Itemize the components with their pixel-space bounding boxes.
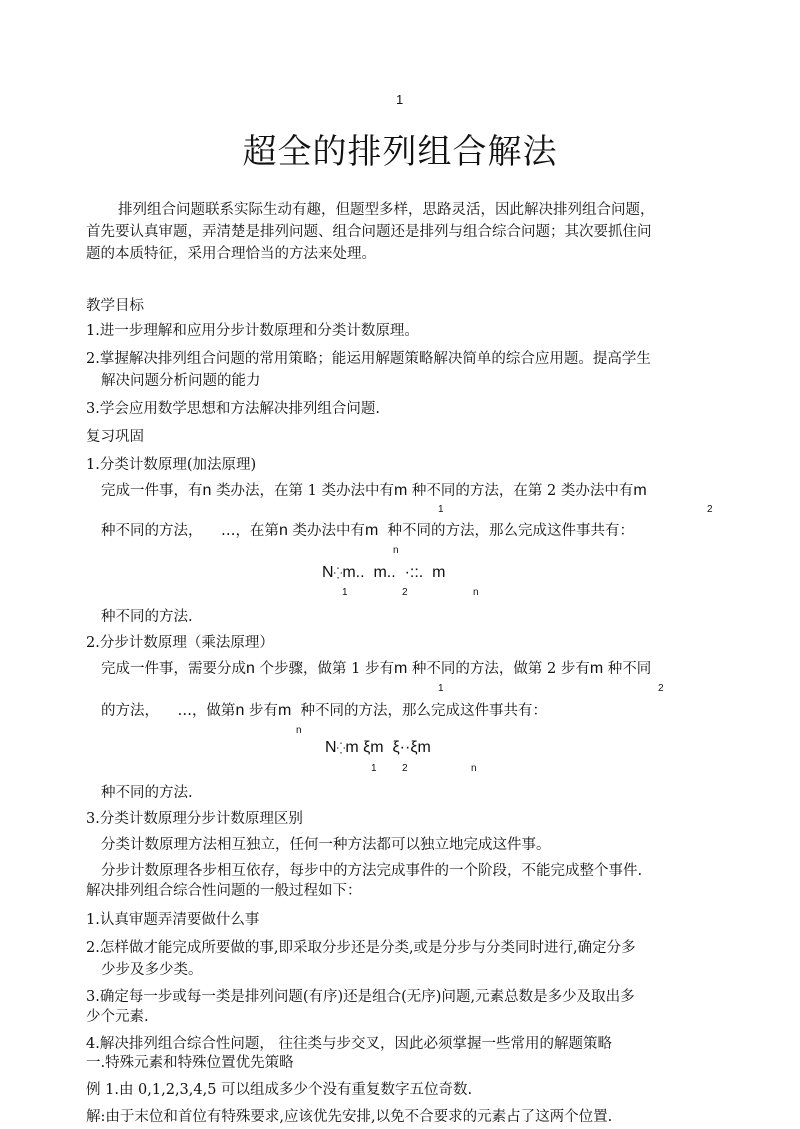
- intro-line-2: 首先要认真审题，弄清楚是排列问题、组合问题还是排列与组合综合问题；其次要抓住问: [86, 224, 652, 240]
- mul-principle-title: 2.分步计数原理（乘法原理）: [86, 635, 274, 651]
- add-principle-title: 1.分类计数原理(加法原理): [86, 457, 257, 473]
- mul-subscript-1: 1: [438, 683, 444, 694]
- difference-p1: 分类计数原理方法相互独立，任何一种方法都可以独立地完成这件事。: [101, 837, 551, 853]
- document-title: 超全的排列组合解法: [242, 132, 558, 172]
- difference-title: 3.分类计数原理分步计数原理区别: [86, 811, 303, 827]
- subscript-n: n: [393, 545, 399, 556]
- strategy-title: 一.特殊元素和特殊位置优先策略: [86, 1055, 294, 1071]
- page-number: 1: [396, 92, 404, 107]
- process-item-3: 3.确定每一步或每一类是排列问题(有序)还是组合(无序)问题,元素总数是多少及取出多: [86, 989, 635, 1005]
- goal-item-2: 2.掌握解决排列组合问题的常用策略；能运用解题策略解决简单的综合应用题。提高学生: [86, 351, 651, 367]
- mul-principle-line-2: 的方法， …，做第n 步有m 种不同的方法，那么完成这件事共有：: [101, 702, 547, 719]
- goal-item-3: 3.学会应用数学思想和方法解决排列组合问题.: [86, 401, 380, 417]
- formula-subscript-2: 2: [402, 587, 408, 598]
- example-1: 例 1.由 0,1,2,3,4,5 可以组成多少个没有重复数字五位奇数.: [86, 1082, 473, 1098]
- process-item-2: 2.怎样做才能完成所要做的事,即采取分步还是分类,或是分步与分类同时进行,确定分多: [86, 940, 636, 956]
- goal-item-2-cont: 解决问题分析问题的能力: [101, 373, 261, 389]
- add-principle-line-2: 种不同的方法， …，在第n 类办法中有m 种不同的方法，那么完成这件事共有：: [101, 522, 634, 539]
- add-principle-tail: 种不同的方法.: [101, 609, 193, 625]
- mul-principle-line-1: 完成一件事，需要分成n 个步骤，做第 1 步有m 种不同的方法，做第 2 步有m 种不同: [101, 660, 652, 677]
- subscript-1: 1: [438, 504, 444, 515]
- difference-p2: 分步计数原理各步相互依存，每步中的方法完成事件的一个阶段，不能完成整个事件.: [101, 863, 643, 879]
- process-heading: 解决排列组合综合性问题的一般过程如下：: [86, 883, 362, 899]
- goals-heading: 教学目标: [86, 298, 144, 314]
- process-item-1: 1.认真审题弄清要做什么事: [86, 912, 260, 928]
- formula-subscript-n: n: [473, 587, 479, 598]
- mformula-subscript-2: 2: [402, 763, 408, 774]
- mul-subscript-2: 2: [658, 683, 664, 694]
- solution-1: 解:由于末位和首位有特殊要求,应该优先安排,以免不合要求的元素占了这两个位置.: [86, 1109, 613, 1125]
- mul-subscript-n: n: [296, 725, 302, 736]
- intro-line-1: 排列组合问题联系实际生动有趣，但题型多样，思路灵活，因此解决排列组合问题，: [118, 202, 655, 218]
- goal-item-1: 1.进一步理解和应用分步计数原理和分类计数原理。: [86, 323, 419, 339]
- subscript-2: 2: [707, 504, 713, 515]
- process-item-4: 4.解决排列组合综合性问题， 往往类与步交叉，因此必须掌握一些常用的解题策略: [86, 1036, 612, 1052]
- process-item-2-cont: 少步及多少类。: [101, 962, 203, 978]
- mformula-subscript-1: 1: [371, 763, 377, 774]
- review-heading: 复习巩固: [86, 429, 144, 445]
- intro-line-3: 题的本质特征，采用合理恰当的方法来处理。: [86, 246, 376, 262]
- multiplication-formula: N⁛m ξm ξ··ξm: [325, 739, 431, 756]
- formula-subscript-1: 1: [342, 587, 348, 598]
- mformula-subscript-n: n: [471, 763, 477, 774]
- process-item-3-cont: 少个元素.: [86, 1009, 149, 1025]
- mul-principle-tail: 种不同的方法.: [101, 785, 193, 801]
- addition-formula: N⁛m.. m.. ·::. m: [322, 564, 446, 581]
- add-principle-line-1: 完成一件事，有n 类办法，在第 1 类办法中有m 种不同的方法，在第 2 类办法中有m: [101, 482, 647, 499]
